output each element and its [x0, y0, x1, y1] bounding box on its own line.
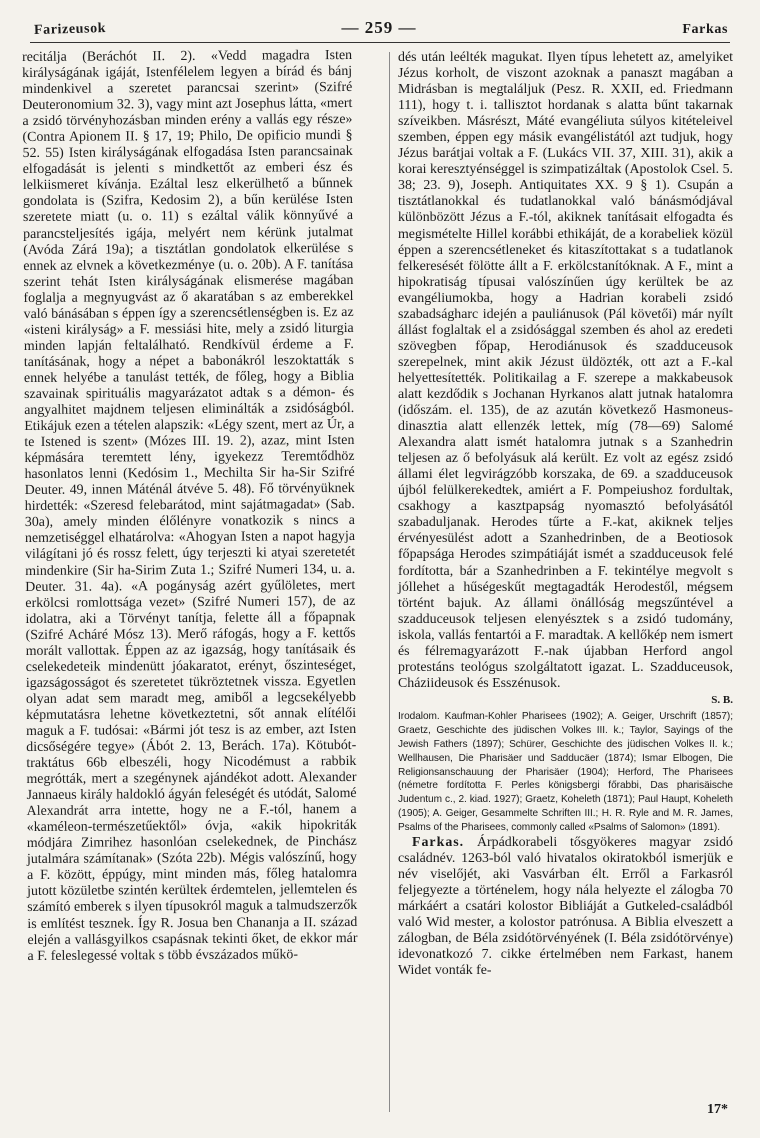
literature-list: Irodalom. Kaufman-Kohler Pharisees (1902); A. Geiger, Urschrift (1857); Graetz, Geschichte des jüdischen Volkes III. k.; Taylor, Sayings of the Jewish Fathers (1897); Schürer, Geschichte des jüdischen Volkes II. k.; Wellhausen, Die Pharisäer und Sadducäer (1874); Ismar Elbogen, Die Religionsanschauung der Pharisäer (1904); Herford, The Pharisees (németre fordította F. Perles königsbergi főrabbi, Das pharisäische Judentum c., 2. kiad. 1927); Graetz, Koheleth (1871); Paul Haupt, Koheleth (1905); A. Geiger, Gesammelte Schriften III.; H. R. Ryle and M. R. James, Psalms of the Pharisees, commonly called «Psalms of Salomon» (1891).	[398, 710, 733, 834]
right-column	[398, 50, 733, 980]
column-divider	[389, 52, 390, 1112]
farkas-entry	[398, 835, 733, 979]
running-header	[28, 16, 730, 42]
farkas-entry-text: Árpádkorabeli tősgyökeres magyar zsidó családnév. 1263-ból való hivatalos okiratokból ismerjük e név viselőjét, aki Vasvárban élt. Erről a Farkasról feljegyezte a történelem, hogy nála helyezte el zálogba 70 márkáért a csatári kolostor Bibliáját a Gutkeled-családból való Wid mester, a kolostor patrónusa. A Biblia elveszett a zálogban, de Béla zsidótörvényének (I. Béla zsidótörvénye) idevonatkozó 7. cikke értelmében nem Farkast, hanem Widet vonták fe-	[398, 835, 733, 979]
farkas-headword: Farkas.	[412, 835, 465, 851]
signature-mark: 17*	[707, 1102, 728, 1117]
header-left-keyword: Farizeusok	[33, 20, 107, 39]
header-right-keyword: Farkas	[682, 22, 728, 37]
left-column-text: recitálja (Beráchót II. 2). «Vedd magadra Isten királyságának igáját, Istenfélelem legyen a bírád és bánj mindenkivel a szeretet parancsai szerint» (Szifré Deuteronomium 32. 3), vagy mint azt Josephus látta, «mert a zsidó törvényhozásban minden erény a vallás egy része» (Contra Apionem II. § 17, 19; Philo, De opificio mundi § 52. 55) Isten királyságának elfogadása Isten parancsainak elfogadását is jelenti s mindkettőt az emberi ész és lelkiismeret kívánja. Ezáltal lesz elkerülhető a bűnnek gondolata is (Szifra, Kedosim 2), a bűn kerülése Isten szeretete miatt (u. o. 11) s ezáltal válik könnyűvé a parancsteljesítés igája, melyért nem kérünk jutalmat (Avóda Zárá 19a); a tisztátlan gondolatok elkerülése s ennek az elvnek a következménye (u. o. 20b). A F. tanítása szerint tehát Isten királyságának elismerése magában foglalja a megnyugvást az ő akaratában s az emberekkel való bánásában s éppen így a szerencsétlenségben is. Ez az «isteni királyság» a F. messiási hite, mely a zsidó liturgia minden lapján feltalálható. Rendkívül érdeme a F. tanításának, hogy a népet a babonákról leszoktatták s ennek helyébe a tanulást tették, de főleg, hogy a Biblia szavainak spirituális magyarázatot adtak s a démon- és angyalhitet majdnem teljesen eliminálták a zsidóságból. Etikájuk ezen a tételen alapszik: «Légy szent, mert az Úr, a te Istened is szent» (Mózes III. 19. 2), azaz, mint Isten képmására teremtett lény, igyekezz Teremtődhöz hasonlatos lenni (Kedósim 1., Mechilta Sir ha-Sir Szifré Deuter. 49, innen Máténál átvéve 5. 48). Fő törvényüknek hirdették: «Szeresd felebarátod, mint sajátmagadat» (Sab. 30a), amely minden élőlényre vonatkozik s nincs a nemzetiséggel elhatárolva: «Ahogyan Isten a napot hagyja világítani jó és rossz felett, úgy terjeszti ki atyai szeretetét mindenkire (Sir ha-Sirim Zuta 1.; Szifré Numeri 134, u. a. Deuter. 31. 4a). «A pogányság azért gyűlöletes, mert erkölcsi romlottsága vezet» (Szifré Numeri 157), de az idolatra, aki a Törvényt tanítja, felette áll a főpapnak (Szifré Acháré Mósz 13). Merő ráfogás, hogy a F. kettős morált vallottak. Éppen az az igazság, hogy tanításaik és cselekedeteik mindenütt jóakaratot, erényt, őszinteséget, igazságosságot és szeretetet tükröztetnek vissza. Egyetlen olyan adat sem maradt meg, amiből a legcsekélyebb képmutatásra lehetne következtetni, sőt annak elítélői maguk a F. tudósai: «Bármi jót tesz is az ember, azt Isten dicsőségére tegye» (Ábót 2. 13, Berách. 17a). Kötubót-traktátus 66b elbeszéli, hogy Nicodémust a rabbik megrótták, mert a szegénynek ajándékot adott. Alexander Jannaeus király haldokló ágyán feleségét és utódát, Salomé Alexandrát arra intette, hogy ne a F.-tól, hanem a «kaméleon-természetűektől» óvja, «akik hipokriták módjára Zimrihez hasonlóan cselekednek, de Pinchász jutalmára számítanak» (Szóta 22b). Mégis valószínű, hogy a F. között, éppúgy, mint minden más, főleg hatalomra jutott közületbe szintén kerültek érdemtelen, jellemtelen és számító emberek s ilyen típusokról maguk a talmudszerzők is említést tesznek. Így R. Josua ben Chananja a II. század elején a vallásgyilkos csapásnak tekinti őket, de ekkor már a F. feleslegessé voltak s több évszázados műkö-	[22, 47, 358, 964]
right-column-text: dés után leélték magukat. Ilyen típus lehetett az, amelyiket Jézus korholt, de viszont azoknak a panaszt magában a Midrásban is megtaláljuk (Pesz. R. XXII, ed. Friedmann 111), hogy t. i. tallisztot hordanak s alatta bűnt takarnak szíveikben. Másrészt, Máté evangéliuta súlyos kitételeivel szemben, éppen egy másik evangélistától azt tudjuk, hogy Jézus barátjai voltak a F. (Lukács VII. 37, XIII. 31), akik a korai keresztyénséggel is szimpatizáltak (Apostolok Csel. 5. 38; 23. 9), Joseph. Antiquitates XX. 9 § 1). Csupán a tisztátlanokkal és tudatlanokkal való bánásmódjával különbözött Jézus a F.-tól, akiknek tanításait elfogadta és megismételte Hillel korábbi ethikáját, de a korabeliek közül éppen a szerencsétleneket és kitaszítottakat s a tudatlanok felkeresését fölötte állt a F. erkölcstanítóknak. A F., mint a hipokratiság típusai valószínűen úgy kerültek be az evangéliumokba, hogy a Hadrian korabeli zsidó szabadságharc idején a pauliánusok (Pál követői) már nyílt állást foglaltak el a zsidósággal szemben és ahol az eredeti szövegben főpap, Herodiánusok és szadduceusok szerepelnek, mint akik Jézust üldözték, ott azt a F.-kal helyettesítették. Politikailag a F. szerepe a makkabeusok alatt kezdődik s Jochanan Hyrkanos alatt jutnak hatalomra (időszám. el. 135), de az azután következő Hasmoneus-dinasztia alatt ellenzék lettek, míg (78—69) Salomé Alexandra alatt ismét hatalomra jutnak s a Szanhedrin teljesen az ő befolyásuk alá került. Ez volt az egész zsidó állami élet legvirágzóbb korszaka, de 69. a szadduceusok újból felülkerekedtek, amiért a F. Pompeiushoz fordultak, csakhogy a kasztpapság nyomasztó befolyásától szabaduljanak. Herodes tűrte a F.-kat, akiknek teljes érvényesülést adott a Szanhedrinben, de a Beotiosok főpapsága Herodes szimpátiáját ismét a szadduceusok felé fordította, bár a Szanhedrinben a F. tekintélye megvolt s jóllehet a hűségeskűt megtagadták Herodestől, mégsem történt bajuk. Az állami önállóság megszűntével a szadduceusok teljesen elenyésztek s a zsidó tudomány, iskola, vallás fentartói a F. maradtak. A kellőkép nem ismert és félremagyarázott F.-nak újabban Herford angol protestáns teológus szolgáltatott igazat. L. Szadduceusok, Cháziideusok és Esszénusok.	[398, 50, 733, 691]
header-rule	[30, 42, 730, 43]
page-number: — 259 —	[341, 18, 417, 37]
left-column	[22, 48, 358, 965]
author-signature: S. B.	[711, 693, 733, 706]
